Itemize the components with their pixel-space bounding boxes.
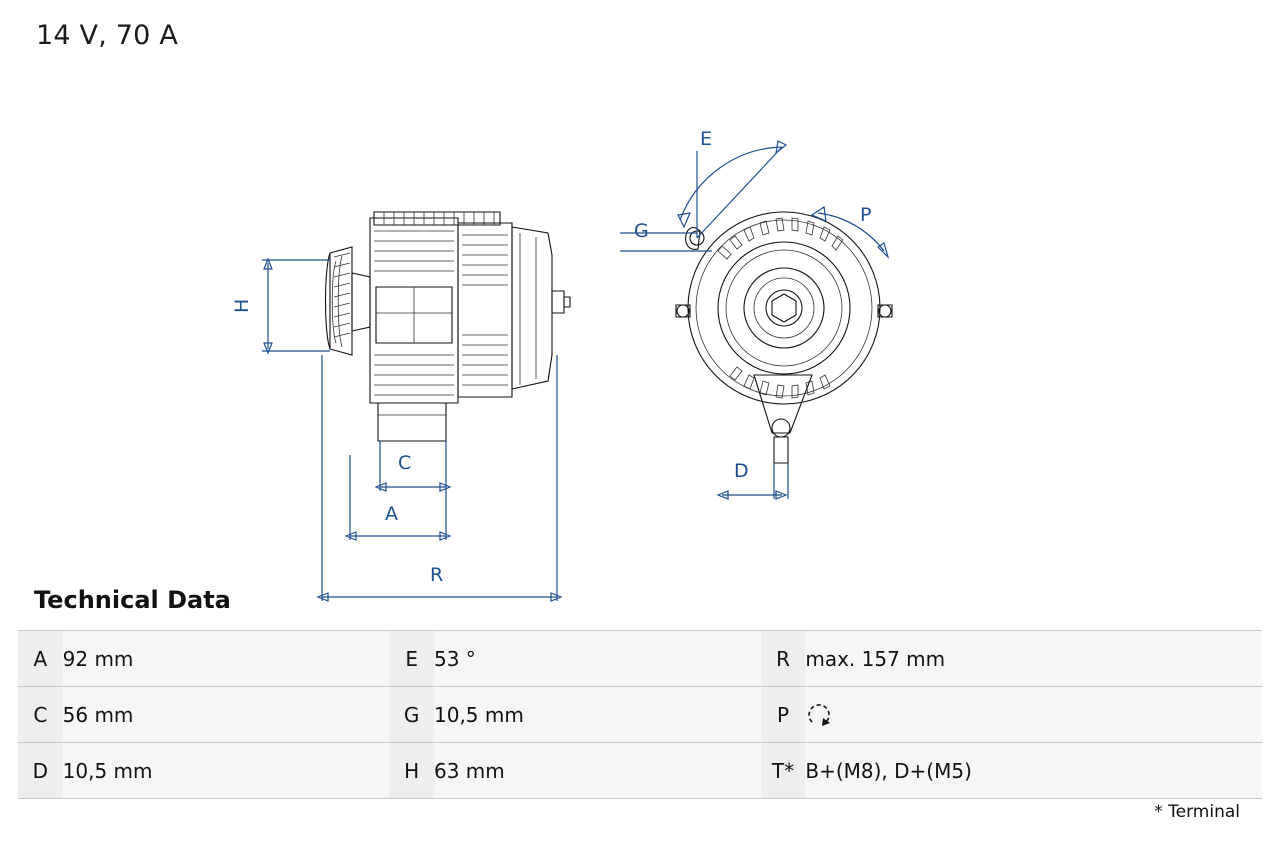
row-key-h: H [389, 743, 434, 799]
dim-label-a: A [385, 503, 398, 525]
row-value-h: 63 mm [434, 743, 761, 799]
row-value-t: B+(M8), D+(M5) [805, 743, 1262, 799]
front-view-group [620, 128, 892, 499]
dim-label-r: R [430, 564, 444, 586]
row-value-r: max. 157 mm [805, 631, 1262, 687]
row-key-a: A [18, 631, 63, 687]
row-value-a: 92 mm [63, 631, 390, 687]
dim-label-d: D [734, 460, 749, 482]
dim-label-p: P [860, 204, 872, 226]
row-key-p: P [761, 687, 806, 743]
side-view-group [231, 212, 570, 601]
row-key-c: C [18, 687, 63, 743]
row-value-p [805, 687, 1262, 743]
alternator-technical-drawing [0, 55, 1280, 586]
rotation-direction-icon [805, 702, 839, 728]
row-value-d: 10,5 mm [63, 743, 390, 799]
technical-data-heading: Technical Data [34, 586, 231, 614]
dim-label-g: G [634, 220, 649, 242]
row-key-e: E [389, 631, 434, 687]
page-title: 14 V, 70 A [36, 20, 178, 51]
row-value-e: 53 ° [434, 631, 761, 687]
table-row [18, 687, 1262, 743]
table-row [18, 631, 1262, 687]
dim-label-e: E [700, 128, 713, 150]
dim-label-c: C [398, 452, 412, 474]
row-key-g: G [389, 687, 434, 743]
technical-data-table [18, 630, 1262, 799]
row-value-c: 56 mm [63, 687, 390, 743]
row-key-t: T* [761, 743, 806, 799]
dim-label-h: H [231, 298, 253, 313]
terminal-footnote: * Terminal [1154, 802, 1240, 822]
table-row [18, 743, 1262, 799]
row-key-d: D [18, 743, 63, 799]
row-key-r: R [761, 631, 806, 687]
row-value-g: 10,5 mm [434, 687, 761, 743]
